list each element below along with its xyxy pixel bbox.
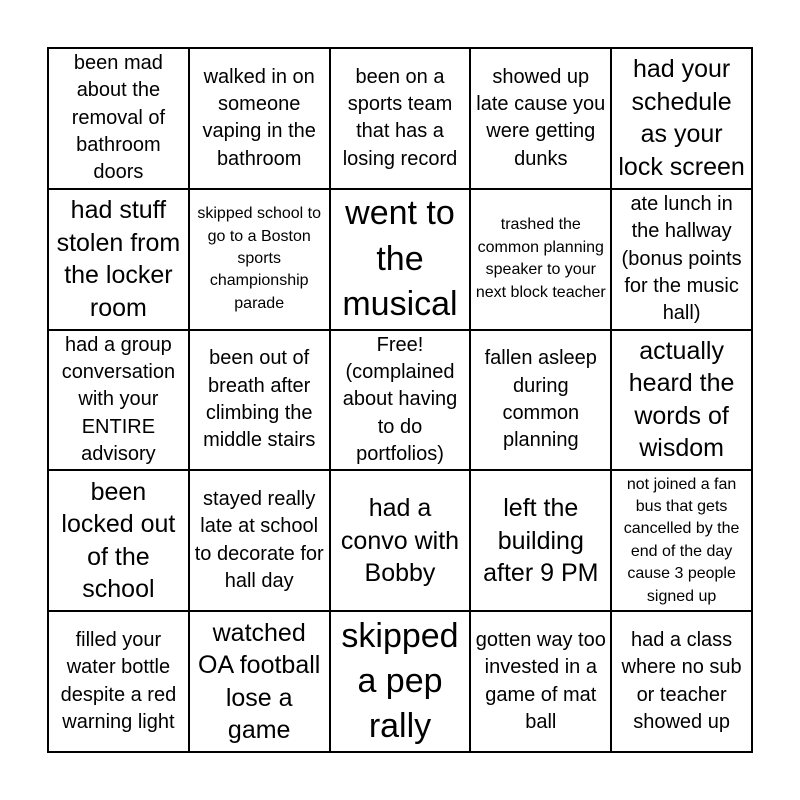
bingo-cell-n5[interactable]: skipped a pep rally [331, 612, 472, 753]
bingo-cell-i4[interactable]: stayed really late at school to decorate for hall day [190, 471, 331, 612]
bingo-cell-n1[interactable]: been on a sports team that has a losing record [331, 49, 472, 190]
bingo-cell-n4[interactable]: had a convo with Bobby [331, 471, 472, 612]
bingo-cell-i5[interactable]: watched OA football lose a game [190, 612, 331, 753]
bingo-cell-b3[interactable]: had a group conversation with your ENTIRE advisory [49, 331, 190, 472]
bingo-cell-b4[interactable]: been locked out of the school [49, 471, 190, 612]
bingo-cell-b2[interactable]: had stuff stolen from the locker room [49, 190, 190, 331]
bingo-cell-o2[interactable]: ate lunch in the hallway (bonus points for the music hall) [612, 190, 753, 331]
bingo-cell-g3[interactable]: fallen asleep during common planning [471, 331, 612, 472]
bingo-cell-g1[interactable]: showed up late cause you were getting dunks [471, 49, 612, 190]
bingo-cell-g4[interactable]: left the building after 9 PM [471, 471, 612, 612]
bingo-cell-o3[interactable]: actually heard the words of wisdom [612, 331, 753, 472]
bingo-cell-i1[interactable]: walked in on someone vaping in the bathroom [190, 49, 331, 190]
bingo-cell-free[interactable]: Free! (complained about having to do portfolios) [331, 331, 472, 472]
bingo-cell-i3[interactable]: been out of breath after climbing the middle stairs [190, 331, 331, 472]
bingo-cell-o1[interactable]: had your schedule as your lock screen [612, 49, 753, 190]
bingo-cell-o5[interactable]: had a class where no sub or teacher showed up [612, 612, 753, 753]
bingo-cell-g2[interactable]: trashed the common planning speaker to your next block teacher [471, 190, 612, 331]
bingo-cell-g5[interactable]: gotten way too invested in a game of mat ball [471, 612, 612, 753]
bingo-cell-n2[interactable]: went to the musical [331, 190, 472, 331]
bingo-cell-b5[interactable]: filled your water bottle despite a red warning light [49, 612, 190, 753]
bingo-cell-i2[interactable]: skipped school to go to a Boston sports championship parade [190, 190, 331, 331]
bingo-cell-b1[interactable]: been mad about the removal of bathroom doors [49, 49, 190, 190]
bingo-board [47, 47, 753, 753]
bingo-cell-o4[interactable]: not joined a fan bus that gets cancelled by the end of the day cause 3 people signed up [612, 471, 753, 612]
